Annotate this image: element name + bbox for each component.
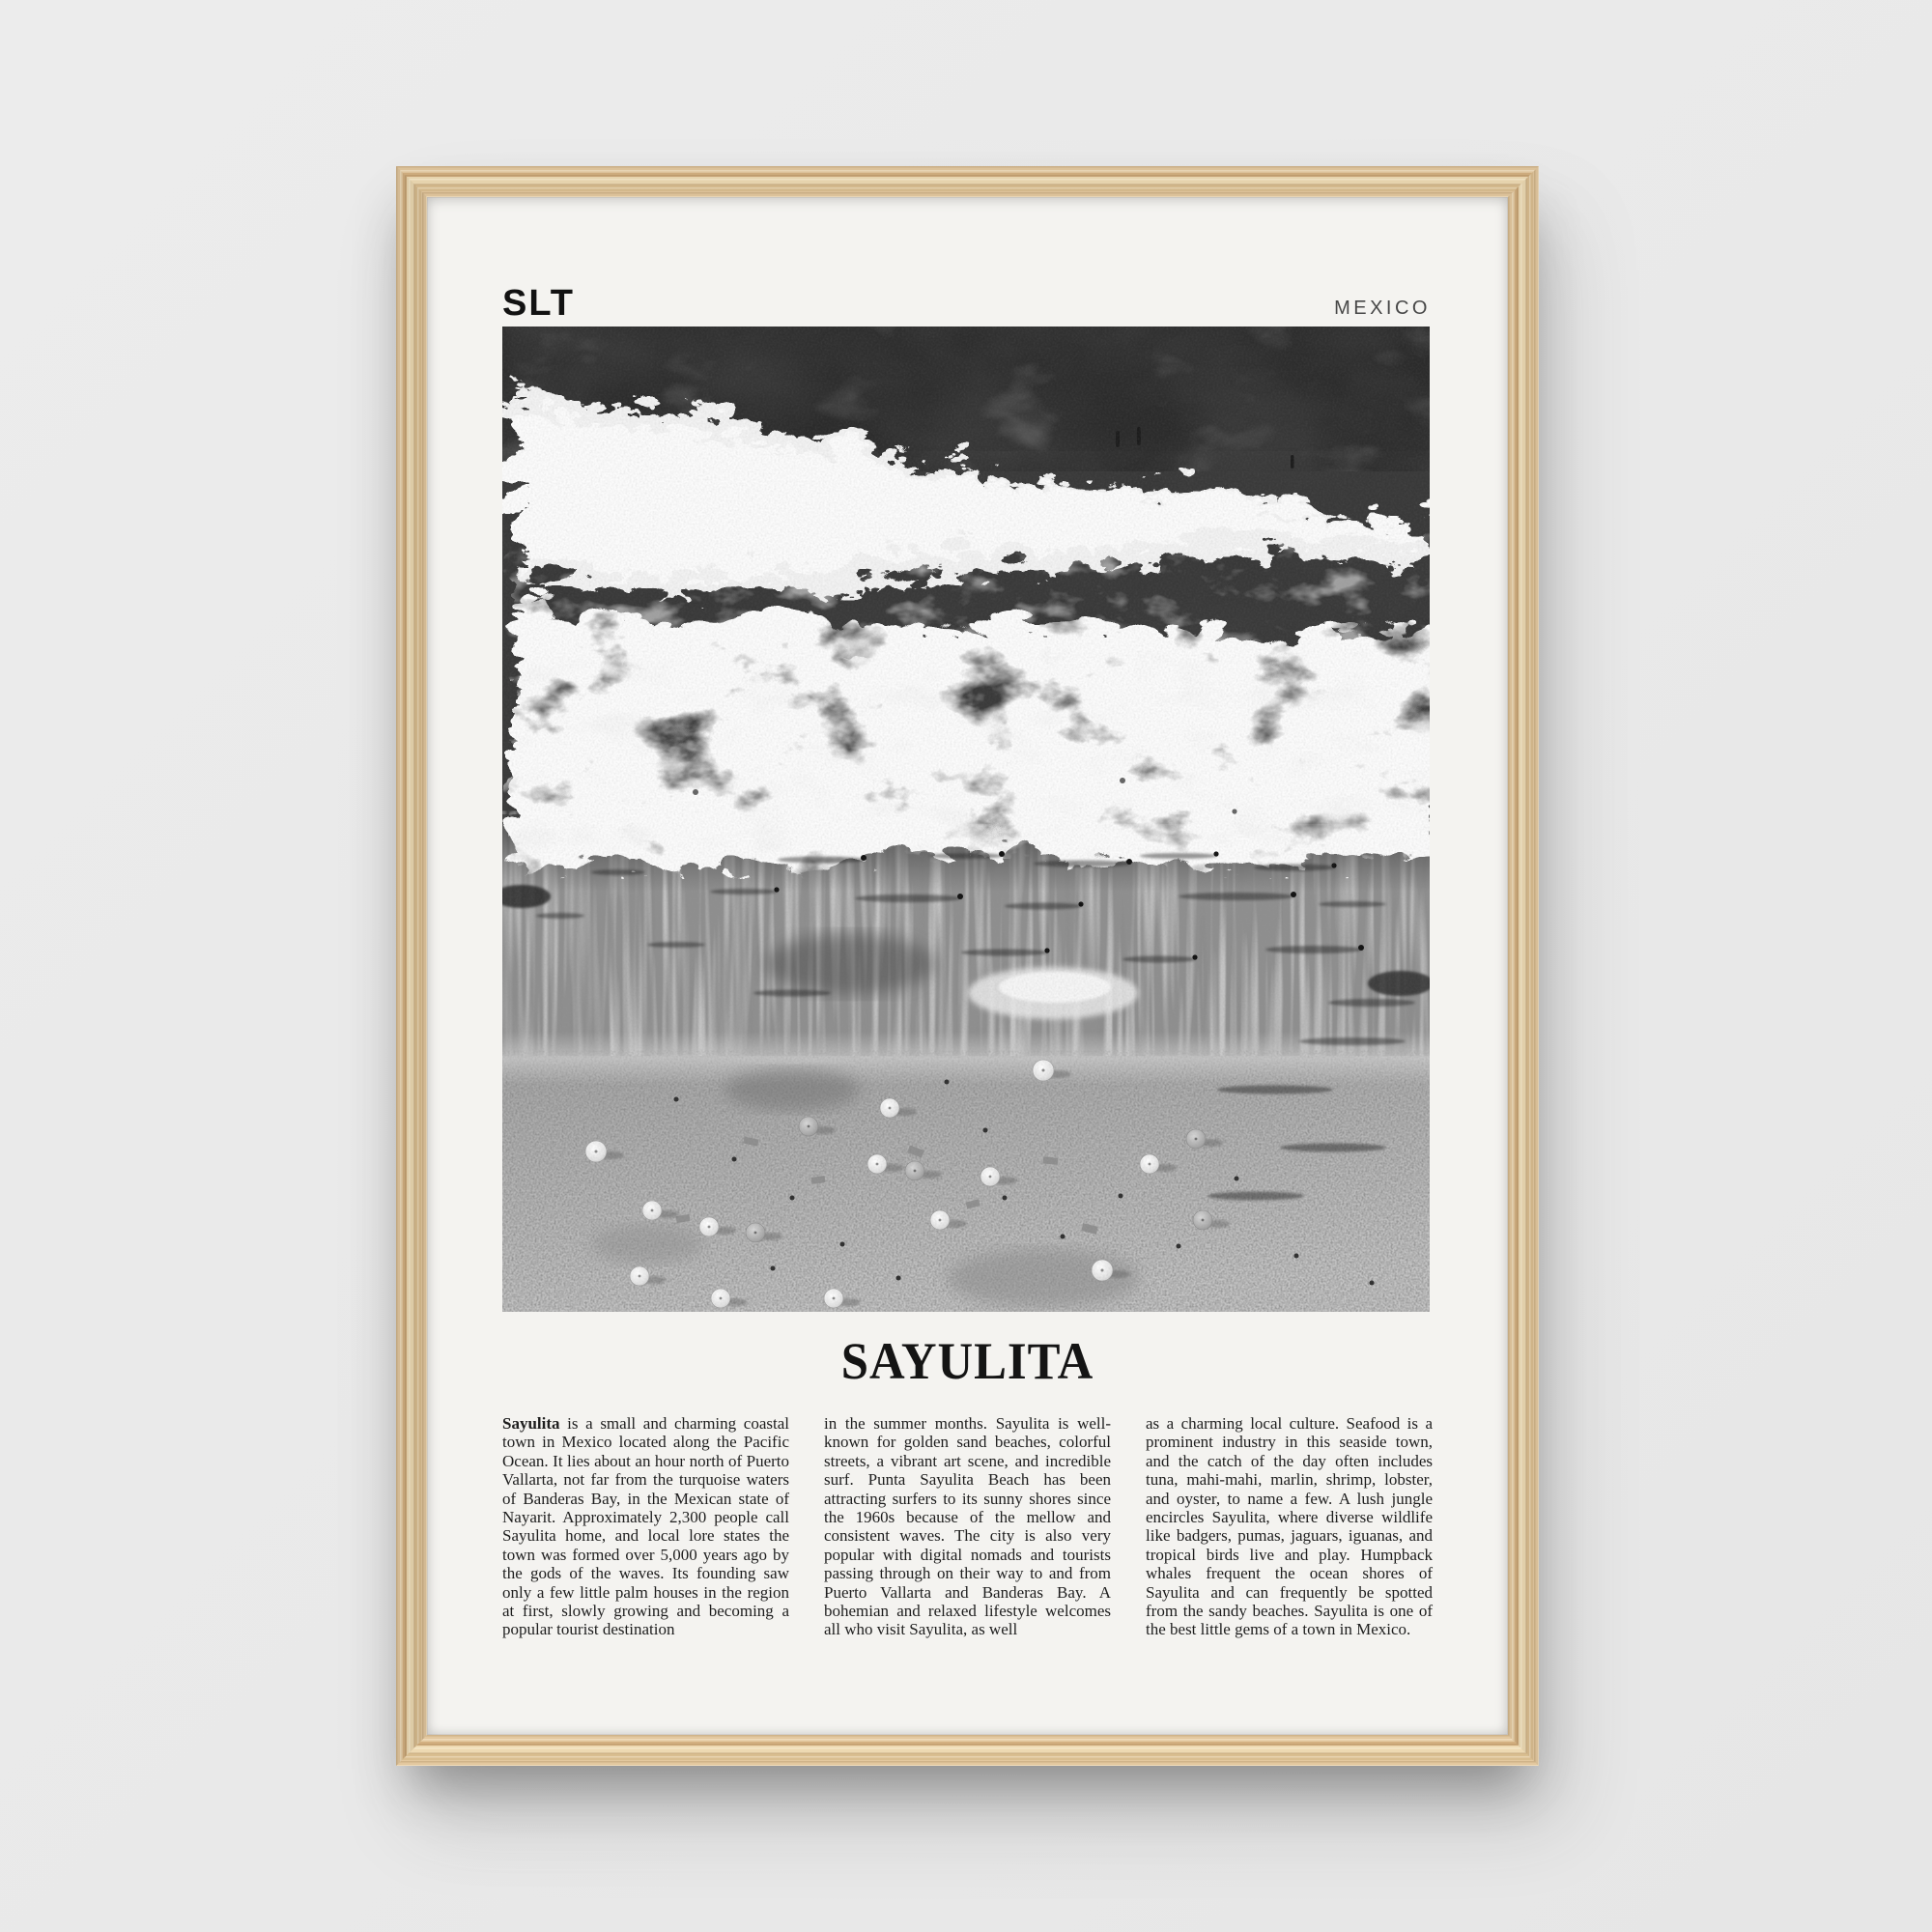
- poster-frame: [396, 166, 1539, 1766]
- article-text: [502, 1414, 1433, 1639]
- frame-edge-left: [396, 166, 427, 1766]
- poster-mat: [427, 197, 1508, 1735]
- brand-logo: SLT: [502, 283, 575, 324]
- beach-photo-graphic: [502, 327, 1430, 1312]
- country-label: MEXICO: [1334, 298, 1431, 319]
- article-lead-word: Sayulita: [502, 1414, 560, 1433]
- poster-title: SAYULITA: [840, 1332, 1094, 1390]
- frame-edge-right: [1508, 166, 1539, 1766]
- beach-photo: [502, 327, 1430, 1312]
- article-column-3: as a charming local culture. Seafood is a prominent industry in this seaside town, and the catch of the day often includes tuna, mahi-mahi, marlin, shrimp, lobster, and oyster, to name a few. A lush jungle encircles Sayulita, where diverse wildlife like badgers, pumas, jaguars, iguanas, and tropical birds live and play. Humpback whales frequent the ocean shores of Sayulita and can frequently be spotted from the sandy beaches. Sayulita is one of the best little gems of a town in Mexico.: [1146, 1414, 1433, 1639]
- frame-edge-bottom: [396, 1735, 1539, 1766]
- article-column-1: [502, 1414, 789, 1639]
- article-column-2: in the summer months. Sayulita is well-known for golden sand beaches, colorful streets, a vibrant art scene, and incredible surf. Punta Sayulita Beach has been attracting surfers to its sunny shores since the 1960s because of the mellow and consistent waves. The city is also very popular with digital nomads and tourists passing through on their way to and from Puerto Vallarta and Banderas Bay. A bohemian and relaxed lifestyle welcomes all who visit Sayulita, as well: [824, 1414, 1111, 1639]
- article-column-1-text: is a small and charming coastal town in Mexico located along the Pacific Ocean. It lies about an hour north of Puerto Vallarta, not far from the turquoise waters of Banderas Bay, in the Mexican state of Nayarit. Approximately 2,300 people call Sayulita home, and local lore states the town was formed over 5,000 years ago by the gods of the waves. Its founding saw only a few little palm houses in the region at first, slowly growing and becoming a popular tourist destination: [502, 1414, 789, 1639]
- frame-edge-top: [396, 166, 1539, 197]
